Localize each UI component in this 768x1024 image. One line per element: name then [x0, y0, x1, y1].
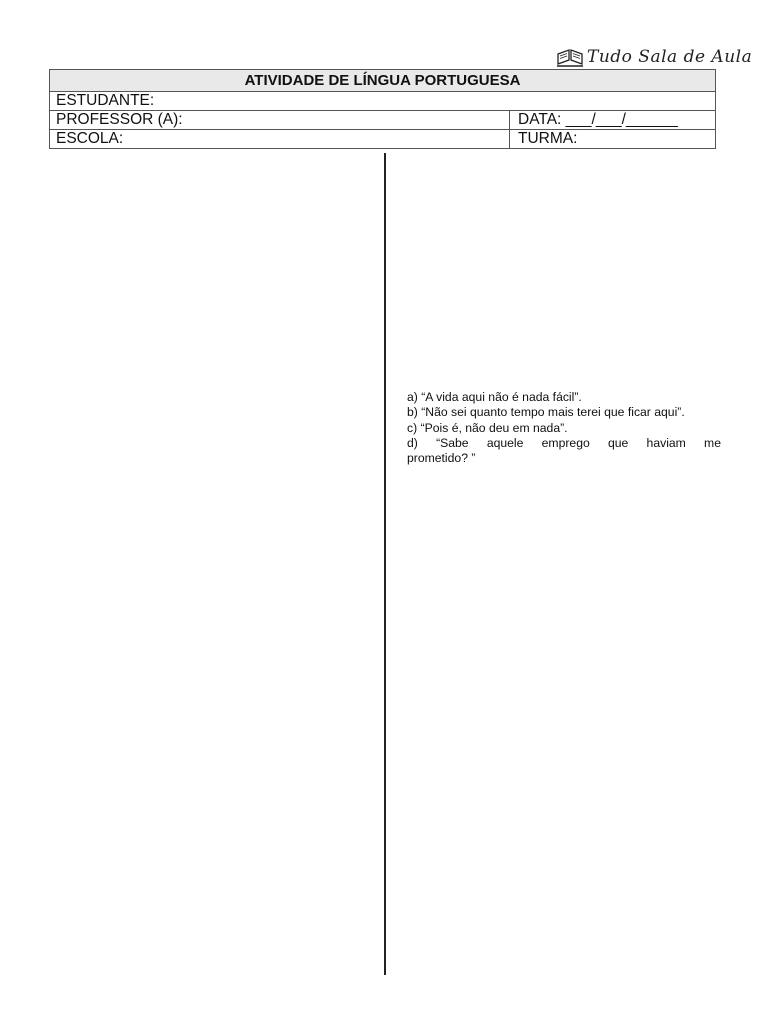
option-d-line2: prometido? ”: [407, 451, 476, 466]
teacher-row: [50, 110, 715, 129]
option-b: b) “Não sei quanto tempo mais terei que ficar aqui”.: [407, 405, 685, 420]
class-label: TURMA:: [518, 130, 578, 147]
student-row: [50, 91, 715, 110]
logo: [556, 42, 753, 72]
option-a: a) “A vida aqui não é nada fácil”.: [407, 390, 582, 404]
option-d-line1: d) “Sabe aquele emprego que haviam me: [407, 435, 721, 450]
school-row: [50, 129, 715, 148]
teacher-label: PROFESSOR (A):: [50, 111, 510, 129]
date-label: DATA: ___/___/______: [518, 111, 678, 128]
option-c: c) “Pois é, não deu em nada”.: [407, 420, 568, 435]
column-divider: [384, 153, 386, 975]
title-row: [50, 70, 715, 91]
page-title: ATIVIDADE DE LÍNGUA PORTUGUESA: [244, 72, 521, 89]
student-label: ESTUDANTE:: [56, 92, 155, 109]
header-table: [49, 69, 716, 149]
book-icon: [556, 46, 584, 68]
school-label: ESCOLA:: [50, 130, 510, 148]
option-d: [407, 436, 721, 467]
answer-options: [407, 390, 721, 466]
logo-text: Tudo Sala de Aula: [587, 47, 753, 67]
